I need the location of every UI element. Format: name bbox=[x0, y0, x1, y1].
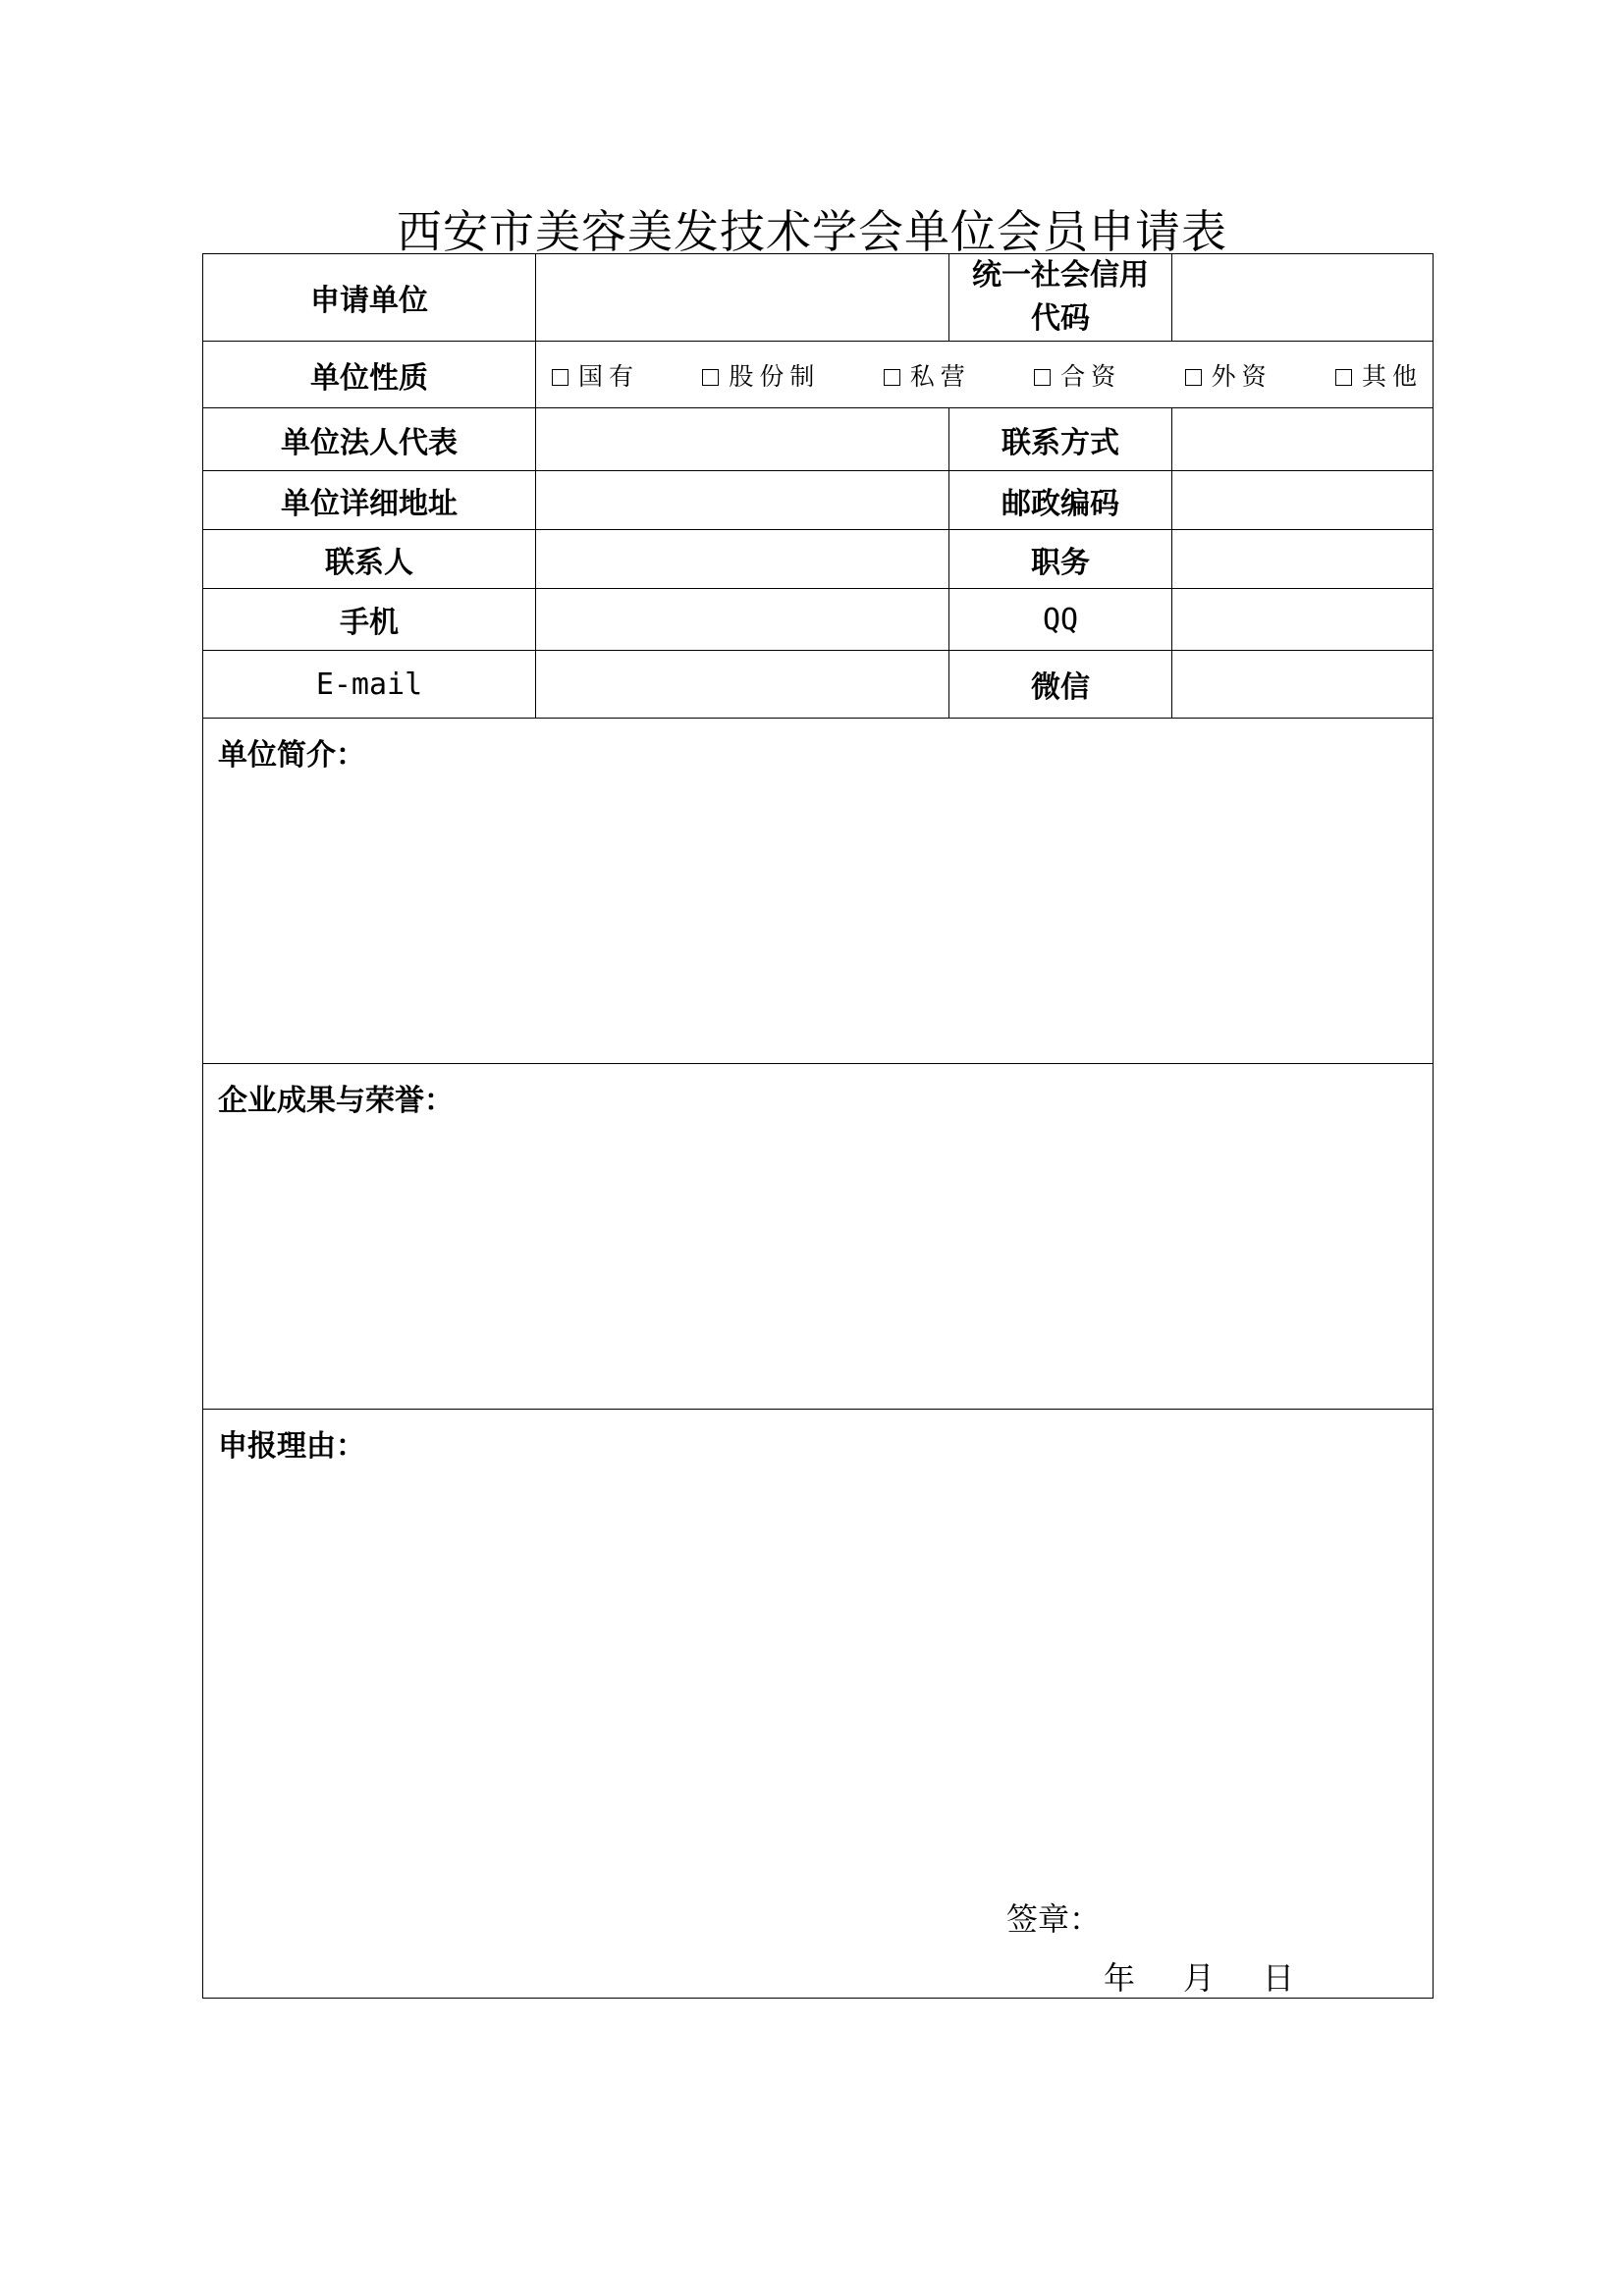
applicant-unit-field[interactable] bbox=[536, 254, 949, 342]
application-form-table bbox=[202, 253, 1434, 1999]
checkbox-icon[interactable] bbox=[552, 369, 568, 386]
label-credit-code: 统一社会信用代码 bbox=[949, 254, 1172, 342]
date-month-label: 月 bbox=[1183, 1959, 1216, 1997]
qq-field[interactable] bbox=[1172, 589, 1434, 651]
label-unit-nature: 单位性质 bbox=[203, 342, 536, 408]
position-field[interactable] bbox=[1172, 530, 1434, 589]
postal-code-field[interactable] bbox=[1172, 471, 1434, 530]
label-email: E-mail bbox=[203, 651, 536, 719]
section-label-achievements: 企业成果与荣誉： bbox=[218, 1084, 454, 1118]
date-year-label: 年 bbox=[1104, 1959, 1136, 1997]
label-contact-person: 联系人 bbox=[203, 530, 536, 589]
signature-label: 签章： bbox=[1006, 1900, 1102, 1938]
label-address: 单位详细地址 bbox=[203, 471, 536, 530]
checkbox-icon[interactable] bbox=[1185, 369, 1202, 386]
label-legal-rep: 单位法人代表 bbox=[203, 408, 536, 471]
address-field[interactable] bbox=[536, 471, 949, 530]
option-foreign[interactable]: 外资 bbox=[1185, 357, 1272, 393]
mobile-field[interactable] bbox=[536, 589, 949, 651]
label-postal-code: 邮政编码 bbox=[949, 471, 1172, 530]
label-wechat: 微信 bbox=[949, 651, 1172, 719]
label-position: 职务 bbox=[949, 530, 1172, 589]
page-title: 西安市美容美发技术学会单位会员申请表 bbox=[397, 205, 1227, 258]
checkbox-icon[interactable] bbox=[884, 369, 900, 386]
checkbox-icon[interactable] bbox=[1335, 369, 1352, 386]
contact-method-field[interactable] bbox=[1172, 408, 1434, 471]
unit-nature-options bbox=[536, 342, 1434, 408]
section-label-reason: 申报理由： bbox=[218, 1429, 365, 1464]
option-other[interactable]: 其他 bbox=[1335, 357, 1423, 393]
checkbox-icon[interactable] bbox=[702, 369, 719, 386]
option-state-owned[interactable]: 国有 bbox=[552, 357, 639, 393]
label-applicant-unit: 申请单位 bbox=[203, 254, 536, 342]
credit-code-field[interactable] bbox=[1172, 254, 1434, 342]
wechat-field[interactable] bbox=[1172, 651, 1434, 719]
checkbox-icon[interactable] bbox=[1034, 369, 1051, 386]
option-joint-stock[interactable]: 股份制 bbox=[702, 357, 820, 393]
legal-rep-field[interactable] bbox=[536, 408, 949, 471]
option-joint-venture[interactable]: 合资 bbox=[1034, 357, 1121, 393]
section-unit-intro[interactable] bbox=[203, 719, 1434, 1064]
section-achievements[interactable] bbox=[203, 1064, 1434, 1410]
label-contact-method: 联系方式 bbox=[949, 408, 1172, 471]
date-day-label: 日 bbox=[1263, 1959, 1295, 1997]
section-label-intro: 单位简介： bbox=[218, 738, 365, 773]
option-private[interactable]: 私营 bbox=[884, 357, 971, 393]
contact-person-field[interactable] bbox=[536, 530, 949, 589]
section-application-reason[interactable] bbox=[203, 1410, 1434, 1999]
label-mobile: 手机 bbox=[203, 589, 536, 651]
label-qq: QQ bbox=[949, 589, 1172, 651]
email-field[interactable] bbox=[536, 651, 949, 719]
